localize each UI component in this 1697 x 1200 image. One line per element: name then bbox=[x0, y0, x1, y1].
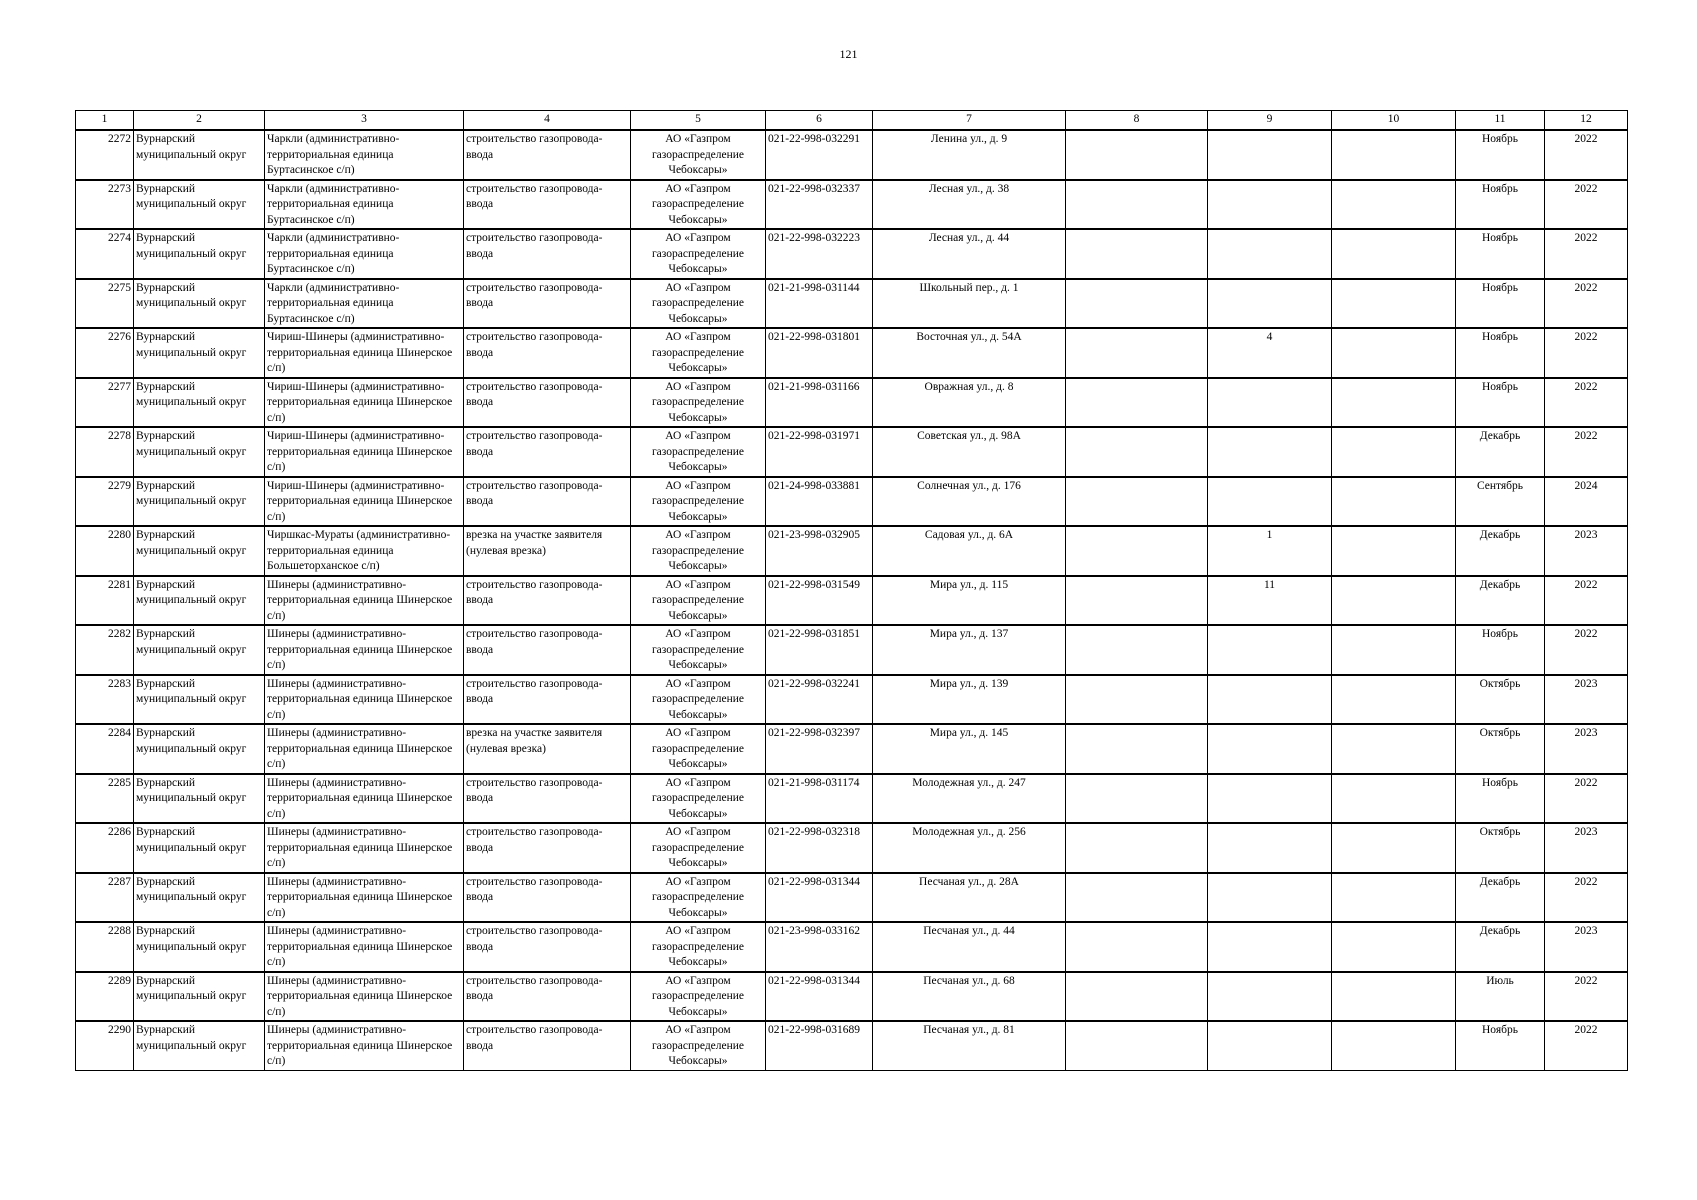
table-row bbox=[76, 576, 1628, 626]
year-cell: 2022 bbox=[1545, 625, 1628, 675]
column-10-cell bbox=[1332, 477, 1456, 527]
municipality-cell: Вурнарский муниципальный округ bbox=[134, 279, 265, 329]
settlement-cell: Чириш-Шинеры (административно-территориальная единица Шинерское с/п) bbox=[265, 477, 464, 527]
year-cell: 2022 bbox=[1545, 130, 1628, 180]
row-number-cell: 2290 bbox=[76, 1021, 134, 1070]
work-type-cell: строительство газопровода-ввода bbox=[464, 378, 631, 428]
work-type-cell: строительство газопровода-ввода bbox=[464, 328, 631, 378]
municipality-cell: Вурнарский муниципальный округ bbox=[134, 130, 265, 180]
column-10-cell bbox=[1332, 180, 1456, 230]
table-row bbox=[76, 378, 1628, 428]
application-number-cell: 021-21-998-031166 bbox=[766, 378, 873, 428]
column-10-cell bbox=[1332, 526, 1456, 576]
column-9-cell bbox=[1208, 922, 1332, 972]
municipality-cell: Вурнарский муниципальный округ bbox=[134, 229, 265, 279]
row-number-cell: 2272 bbox=[76, 130, 134, 180]
column-header: 6 bbox=[766, 111, 873, 131]
municipality-cell: Вурнарский муниципальный округ bbox=[134, 675, 265, 725]
settlement-cell: Чаркли (административно-территориальная единица Буртасинское с/п) bbox=[265, 279, 464, 329]
table-row bbox=[76, 823, 1628, 873]
table-row bbox=[76, 427, 1628, 477]
application-number-cell: 021-22-998-031689 bbox=[766, 1021, 873, 1070]
row-number-cell: 2288 bbox=[76, 922, 134, 972]
column-9-cell bbox=[1208, 427, 1332, 477]
municipality-cell: Вурнарский муниципальный округ bbox=[134, 1021, 265, 1070]
work-type-cell: строительство газопровода-ввода bbox=[464, 477, 631, 527]
municipality-cell: Вурнарский муниципальный округ bbox=[134, 180, 265, 230]
column-10-cell bbox=[1332, 130, 1456, 180]
table-row bbox=[76, 180, 1628, 230]
column-8-cell bbox=[1066, 774, 1208, 824]
table-row bbox=[76, 625, 1628, 675]
column-10-cell bbox=[1332, 774, 1456, 824]
address-cell: Овражная ул., д. 8 bbox=[873, 378, 1066, 428]
work-type-cell: строительство газопровода-ввода bbox=[464, 229, 631, 279]
month-cell: Ноябрь bbox=[1456, 378, 1545, 428]
row-number-cell: 2281 bbox=[76, 576, 134, 626]
year-cell: 2022 bbox=[1545, 576, 1628, 626]
settlement-cell: Шинеры (административно-территориальная единица Шинерское с/п) bbox=[265, 625, 464, 675]
work-type-cell: строительство газопровода-ввода bbox=[464, 130, 631, 180]
settlement-cell: Шинеры (административно-территориальная единица Шинерское с/п) bbox=[265, 576, 464, 626]
table-row bbox=[76, 1021, 1628, 1070]
column-10-cell bbox=[1332, 873, 1456, 923]
column-9-cell: 1 bbox=[1208, 526, 1332, 576]
application-number-cell: 021-22-998-031971 bbox=[766, 427, 873, 477]
column-10-cell bbox=[1332, 823, 1456, 873]
month-cell: Ноябрь bbox=[1456, 180, 1545, 230]
settlement-cell: Шинеры (административно-территориальная единица Шинерское с/п) bbox=[265, 972, 464, 1022]
column-8-cell bbox=[1066, 526, 1208, 576]
column-9-cell bbox=[1208, 229, 1332, 279]
column-8-cell bbox=[1066, 130, 1208, 180]
table-row bbox=[76, 130, 1628, 180]
municipality-cell: Вурнарский муниципальный округ bbox=[134, 625, 265, 675]
work-type-cell: строительство газопровода-ввода bbox=[464, 675, 631, 725]
column-8-cell bbox=[1066, 625, 1208, 675]
column-10-cell bbox=[1332, 229, 1456, 279]
address-cell: Лесная ул., д. 44 bbox=[873, 229, 1066, 279]
work-type-cell: строительство газопровода-ввода bbox=[464, 823, 631, 873]
address-cell: Песчаная ул., д. 28А bbox=[873, 873, 1066, 923]
work-type-cell: строительство газопровода-ввода bbox=[464, 922, 631, 972]
month-cell: Ноябрь bbox=[1456, 328, 1545, 378]
work-type-cell: строительство газопровода-ввода bbox=[464, 873, 631, 923]
address-cell: Мира ул., д. 137 bbox=[873, 625, 1066, 675]
row-number-cell: 2273 bbox=[76, 180, 134, 230]
address-cell: Мира ул., д. 139 bbox=[873, 675, 1066, 725]
table-row bbox=[76, 328, 1628, 378]
application-number-cell: 021-22-998-031851 bbox=[766, 625, 873, 675]
column-header: 8 bbox=[1066, 111, 1208, 131]
column-8-cell bbox=[1066, 823, 1208, 873]
address-cell: Лесная ул., д. 38 bbox=[873, 180, 1066, 230]
organization-cell: АО «Газпром газораспределение Чебоксары» bbox=[631, 477, 766, 527]
column-8-cell bbox=[1066, 724, 1208, 774]
row-number-cell: 2280 bbox=[76, 526, 134, 576]
row-number-cell: 2289 bbox=[76, 972, 134, 1022]
column-8-cell bbox=[1066, 576, 1208, 626]
settlement-cell: Чаркли (административно-территориальная единица Буртасинское с/п) bbox=[265, 229, 464, 279]
application-number-cell: 021-22-998-031344 bbox=[766, 972, 873, 1022]
column-9-cell bbox=[1208, 625, 1332, 675]
column-header: 7 bbox=[873, 111, 1066, 131]
work-type-cell: врезка на участке заявителя (нулевая врезка) bbox=[464, 526, 631, 576]
column-header: 12 bbox=[1545, 111, 1628, 131]
column-8-cell bbox=[1066, 328, 1208, 378]
column-header: 5 bbox=[631, 111, 766, 131]
settlement-cell: Чириш-Шинеры (административно-территориальная единица Шинерское с/п) bbox=[265, 378, 464, 428]
application-number-cell: 021-22-998-032397 bbox=[766, 724, 873, 774]
organization-cell: АО «Газпром газораспределение Чебоксары» bbox=[631, 427, 766, 477]
settlement-cell: Шинеры (административно-территориальная единица Шинерское с/п) bbox=[265, 823, 464, 873]
column-8-cell bbox=[1066, 427, 1208, 477]
year-cell: 2022 bbox=[1545, 427, 1628, 477]
column-8-cell bbox=[1066, 873, 1208, 923]
municipality-cell: Вурнарский муниципальный округ bbox=[134, 427, 265, 477]
row-number-cell: 2284 bbox=[76, 724, 134, 774]
month-cell: Декабрь bbox=[1456, 427, 1545, 477]
row-number-cell: 2286 bbox=[76, 823, 134, 873]
column-9-cell bbox=[1208, 1021, 1332, 1070]
month-cell: Декабрь bbox=[1456, 922, 1545, 972]
column-10-cell bbox=[1332, 328, 1456, 378]
column-8-cell bbox=[1066, 922, 1208, 972]
column-10-cell bbox=[1332, 1021, 1456, 1070]
address-cell: Песчаная ул., д. 68 bbox=[873, 972, 1066, 1022]
application-number-cell: 021-21-998-031144 bbox=[766, 279, 873, 329]
organization-cell: АО «Газпром газораспределение Чебоксары» bbox=[631, 279, 766, 329]
row-number-cell: 2278 bbox=[76, 427, 134, 477]
year-cell: 2022 bbox=[1545, 873, 1628, 923]
settlement-cell: Шинеры (административно-территориальная единица Шинерское с/п) bbox=[265, 873, 464, 923]
column-9-cell bbox=[1208, 378, 1332, 428]
municipality-cell: Вурнарский муниципальный округ bbox=[134, 823, 265, 873]
work-type-cell: строительство газопровода-ввода bbox=[464, 625, 631, 675]
column-9-cell bbox=[1208, 774, 1332, 824]
table-row bbox=[76, 972, 1628, 1022]
settlement-cell: Чириш-Шинеры (административно-территориальная единица Шинерское с/п) bbox=[265, 328, 464, 378]
column-10-cell bbox=[1332, 427, 1456, 477]
application-number-cell: 021-22-998-031344 bbox=[766, 873, 873, 923]
column-9-cell bbox=[1208, 972, 1332, 1022]
organization-cell: АО «Газпром газораспределение Чебоксары» bbox=[631, 774, 766, 824]
table-row bbox=[76, 675, 1628, 725]
column-header: 9 bbox=[1208, 111, 1332, 131]
year-cell: 2022 bbox=[1545, 279, 1628, 329]
organization-cell: АО «Газпром газораспределение Чебоксары» bbox=[631, 1021, 766, 1070]
column-10-cell bbox=[1332, 378, 1456, 428]
month-cell: Ноябрь bbox=[1456, 279, 1545, 329]
municipality-cell: Вурнарский муниципальный округ bbox=[134, 724, 265, 774]
year-cell: 2022 bbox=[1545, 328, 1628, 378]
work-type-cell: строительство газопровода-ввода bbox=[464, 1021, 631, 1070]
year-cell: 2022 bbox=[1545, 229, 1628, 279]
organization-cell: АО «Газпром газораспределение Чебоксары» bbox=[631, 130, 766, 180]
municipality-cell: Вурнарский муниципальный округ bbox=[134, 873, 265, 923]
municipality-cell: Вурнарский муниципальный округ bbox=[134, 378, 265, 428]
address-cell: Советская ул., д. 98А bbox=[873, 427, 1066, 477]
organization-cell: АО «Газпром газораспределение Чебоксары» bbox=[631, 576, 766, 626]
column-8-cell bbox=[1066, 279, 1208, 329]
settlement-cell: Шинеры (административно-территориальная единица Шинерское с/п) bbox=[265, 675, 464, 725]
organization-cell: АО «Газпром газораспределение Чебоксары» bbox=[631, 675, 766, 725]
row-number-cell: 2282 bbox=[76, 625, 134, 675]
table-row bbox=[76, 229, 1628, 279]
application-number-cell: 021-22-998-032291 bbox=[766, 130, 873, 180]
address-cell: Песчаная ул., д. 44 bbox=[873, 922, 1066, 972]
work-type-cell: строительство газопровода-ввода bbox=[464, 576, 631, 626]
row-number-cell: 2283 bbox=[76, 675, 134, 725]
column-header: 4 bbox=[464, 111, 631, 131]
column-9-cell bbox=[1208, 477, 1332, 527]
data-table bbox=[75, 110, 1628, 1071]
column-9-cell bbox=[1208, 130, 1332, 180]
row-number-cell: 2279 bbox=[76, 477, 134, 527]
column-8-cell bbox=[1066, 1021, 1208, 1070]
month-cell: Ноябрь bbox=[1456, 229, 1545, 279]
table-row bbox=[76, 724, 1628, 774]
settlement-cell: Чаркли (административно-территориальная единица Буртасинское с/п) bbox=[265, 180, 464, 230]
address-cell: Школьный пер., д. 1 bbox=[873, 279, 1066, 329]
organization-cell: АО «Газпром газораспределение Чебоксары» bbox=[631, 823, 766, 873]
month-cell: Октябрь bbox=[1456, 724, 1545, 774]
organization-cell: АО «Газпром газораспределение Чебоксары» bbox=[631, 625, 766, 675]
column-10-cell bbox=[1332, 724, 1456, 774]
organization-cell: АО «Газпром газораспределение Чебоксары» bbox=[631, 229, 766, 279]
row-number-cell: 2275 bbox=[76, 279, 134, 329]
address-cell: Ленина ул., д. 9 bbox=[873, 130, 1066, 180]
application-number-cell: 021-22-998-032223 bbox=[766, 229, 873, 279]
page-number: 121 bbox=[839, 47, 858, 61]
organization-cell: АО «Газпром газораспределение Чебоксары» bbox=[631, 972, 766, 1022]
address-cell: Солнечная ул., д. 176 bbox=[873, 477, 1066, 527]
month-cell: Ноябрь bbox=[1456, 130, 1545, 180]
settlement-cell: Шинеры (административно-территориальная единица Шинерское с/п) bbox=[265, 724, 464, 774]
month-cell: Ноябрь bbox=[1456, 1021, 1545, 1070]
year-cell: 2022 bbox=[1545, 180, 1628, 230]
column-9-cell bbox=[1208, 873, 1332, 923]
row-number-cell: 2276 bbox=[76, 328, 134, 378]
month-cell: Ноябрь bbox=[1456, 625, 1545, 675]
year-cell: 2023 bbox=[1545, 922, 1628, 972]
column-9-cell: 4 bbox=[1208, 328, 1332, 378]
organization-cell: АО «Газпром газораспределение Чебоксары» bbox=[631, 526, 766, 576]
column-8-cell bbox=[1066, 972, 1208, 1022]
table-row bbox=[76, 774, 1628, 824]
column-10-cell bbox=[1332, 625, 1456, 675]
table-row bbox=[76, 477, 1628, 527]
header-row bbox=[76, 111, 1628, 131]
application-number-cell: 021-22-998-031549 bbox=[766, 576, 873, 626]
column-10-cell bbox=[1332, 922, 1456, 972]
year-cell: 2023 bbox=[1545, 675, 1628, 725]
column-9-cell bbox=[1208, 724, 1332, 774]
column-8-cell bbox=[1066, 229, 1208, 279]
organization-cell: АО «Газпром газораспределение Чебоксары» bbox=[631, 724, 766, 774]
address-cell: Мира ул., д. 145 bbox=[873, 724, 1066, 774]
organization-cell: АО «Газпром газораспределение Чебоксары» bbox=[631, 328, 766, 378]
application-number-cell: 021-23-998-033162 bbox=[766, 922, 873, 972]
work-type-cell: строительство газопровода-ввода bbox=[464, 972, 631, 1022]
municipality-cell: Вурнарский муниципальный округ bbox=[134, 477, 265, 527]
settlement-cell: Чириш-Шинеры (административно-территориальная единица Шинерское с/п) bbox=[265, 427, 464, 477]
row-number-cell: 2287 bbox=[76, 873, 134, 923]
column-header: 2 bbox=[134, 111, 265, 131]
organization-cell: АО «Газпром газораспределение Чебоксары» bbox=[631, 873, 766, 923]
organization-cell: АО «Газпром газораспределение Чебоксары» bbox=[631, 922, 766, 972]
year-cell: 2022 bbox=[1545, 774, 1628, 824]
year-cell: 2023 bbox=[1545, 724, 1628, 774]
month-cell: Декабрь bbox=[1456, 526, 1545, 576]
municipality-cell: Вурнарский муниципальный округ bbox=[134, 576, 265, 626]
table-row bbox=[76, 922, 1628, 972]
work-type-cell: строительство газопровода-ввода bbox=[464, 180, 631, 230]
row-number-cell: 2274 bbox=[76, 229, 134, 279]
column-10-cell bbox=[1332, 972, 1456, 1022]
column-10-cell bbox=[1332, 279, 1456, 329]
application-number-cell: 021-22-998-032318 bbox=[766, 823, 873, 873]
settlement-cell: Чаркли (административно-территориальная единица Буртасинское с/п) bbox=[265, 130, 464, 180]
year-cell: 2022 bbox=[1545, 972, 1628, 1022]
work-type-cell: строительство газопровода-ввода bbox=[464, 774, 631, 824]
column-9-cell: 11 bbox=[1208, 576, 1332, 626]
work-type-cell: строительство газопровода-ввода bbox=[464, 279, 631, 329]
address-cell: Молодежная ул., д. 256 bbox=[873, 823, 1066, 873]
column-8-cell bbox=[1066, 675, 1208, 725]
column-header: 11 bbox=[1456, 111, 1545, 131]
column-9-cell bbox=[1208, 675, 1332, 725]
address-cell: Песчаная ул., д. 81 bbox=[873, 1021, 1066, 1070]
month-cell: Декабрь bbox=[1456, 576, 1545, 626]
settlement-cell: Шинеры (административно-территориальная единица Шинерское с/п) bbox=[265, 774, 464, 824]
row-number-cell: 2285 bbox=[76, 774, 134, 824]
municipality-cell: Вурнарский муниципальный округ bbox=[134, 328, 265, 378]
address-cell: Молодежная ул., д. 247 bbox=[873, 774, 1066, 824]
municipality-cell: Вурнарский муниципальный округ bbox=[134, 922, 265, 972]
month-cell: Ноябрь bbox=[1456, 774, 1545, 824]
address-cell: Садовая ул., д. 6А bbox=[873, 526, 1066, 576]
application-number-cell: 021-22-998-032337 bbox=[766, 180, 873, 230]
column-9-cell bbox=[1208, 823, 1332, 873]
column-8-cell bbox=[1066, 477, 1208, 527]
year-cell: 2023 bbox=[1545, 823, 1628, 873]
organization-cell: АО «Газпром газораспределение Чебоксары» bbox=[631, 378, 766, 428]
application-number-cell: 021-21-998-031174 bbox=[766, 774, 873, 824]
settlement-cell: Чиршкас-Мураты (административно-территориальная единица Большеторханское с/п) bbox=[265, 526, 464, 576]
month-cell: Июль bbox=[1456, 972, 1545, 1022]
column-header: 1 bbox=[76, 111, 134, 131]
column-header: 10 bbox=[1332, 111, 1456, 131]
table-row bbox=[76, 873, 1628, 923]
month-cell: Сентябрь bbox=[1456, 477, 1545, 527]
month-cell: Октябрь bbox=[1456, 823, 1545, 873]
application-number-cell: 021-23-998-032905 bbox=[766, 526, 873, 576]
settlement-cell: Шинеры (административно-территориальная единица Шинерское с/п) bbox=[265, 922, 464, 972]
work-type-cell: врезка на участке заявителя (нулевая врезка) bbox=[464, 724, 631, 774]
address-cell: Мира ул., д. 115 bbox=[873, 576, 1066, 626]
column-10-cell bbox=[1332, 576, 1456, 626]
work-type-cell: строительство газопровода-ввода bbox=[464, 427, 631, 477]
row-number-cell: 2277 bbox=[76, 378, 134, 428]
column-10-cell bbox=[1332, 675, 1456, 725]
table-row bbox=[76, 526, 1628, 576]
application-number-cell: 021-24-998-033881 bbox=[766, 477, 873, 527]
month-cell: Октябрь bbox=[1456, 675, 1545, 725]
address-cell: Восточная ул., д. 54А bbox=[873, 328, 1066, 378]
year-cell: 2023 bbox=[1545, 526, 1628, 576]
year-cell: 2022 bbox=[1545, 1021, 1628, 1070]
municipality-cell: Вурнарский муниципальный округ bbox=[134, 526, 265, 576]
year-cell: 2022 bbox=[1545, 378, 1628, 428]
year-cell: 2024 bbox=[1545, 477, 1628, 527]
table-body bbox=[76, 130, 1628, 1070]
municipality-cell: Вурнарский муниципальный округ bbox=[134, 774, 265, 824]
column-8-cell bbox=[1066, 180, 1208, 230]
column-header: 3 bbox=[265, 111, 464, 131]
month-cell: Декабрь bbox=[1456, 873, 1545, 923]
application-number-cell: 021-22-998-031801 bbox=[766, 328, 873, 378]
municipality-cell: Вурнарский муниципальный округ bbox=[134, 972, 265, 1022]
column-9-cell bbox=[1208, 279, 1332, 329]
application-number-cell: 021-22-998-032241 bbox=[766, 675, 873, 725]
settlement-cell: Шинеры (административно-территориальная единица Шинерское с/п) bbox=[265, 1021, 464, 1070]
table-row bbox=[76, 279, 1628, 329]
column-8-cell bbox=[1066, 378, 1208, 428]
organization-cell: АО «Газпром газораспределение Чебоксары» bbox=[631, 180, 766, 230]
column-9-cell bbox=[1208, 180, 1332, 230]
